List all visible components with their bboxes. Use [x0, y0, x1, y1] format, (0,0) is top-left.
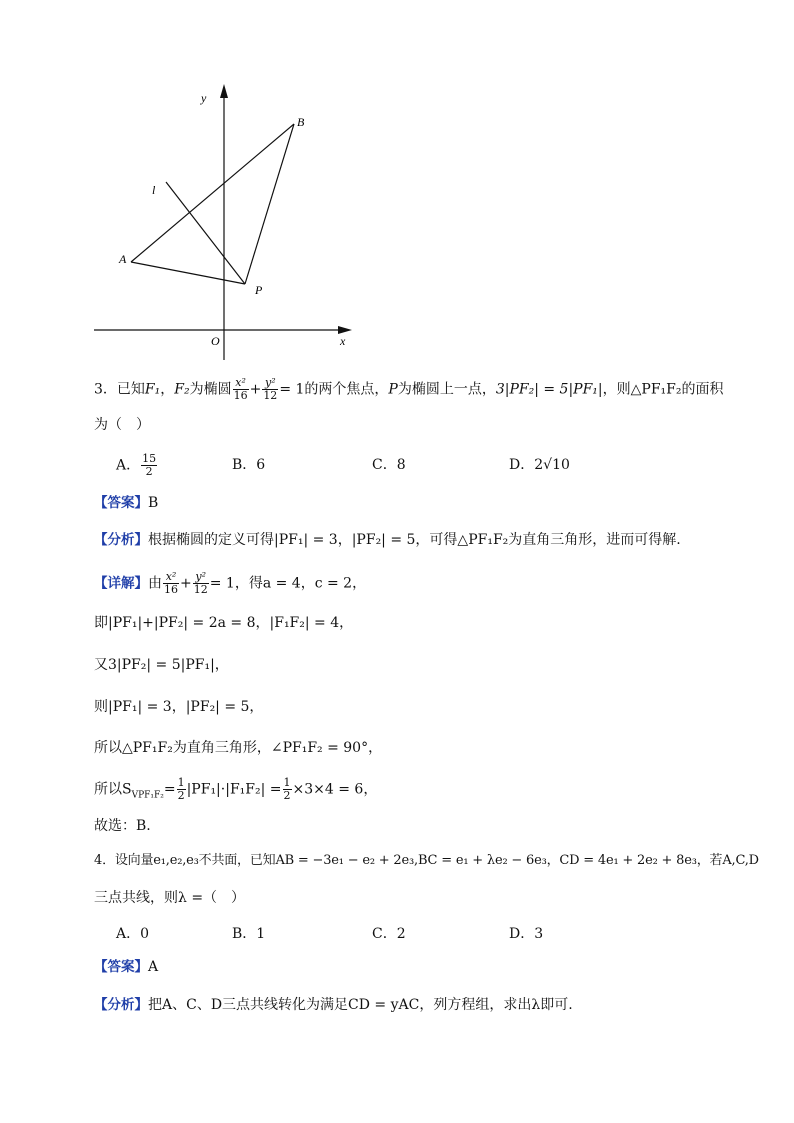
q3-stem-line1	[94, 377, 723, 402]
q3-option-a	[116, 453, 158, 478]
q3-detail-line4: 则|PF₁| = 3，|PF₂| = 5，	[94, 699, 264, 715]
q3-conclusion: 故选：B.	[94, 818, 151, 834]
q3-detail-line3: 又3|PF₂| = 5|PF₁|，	[94, 657, 229, 673]
answer-tag: 【答案】	[94, 495, 148, 511]
q4-option-a: A．0	[116, 926, 150, 942]
q3-answer	[94, 493, 158, 513]
answer-tag: 【答案】	[94, 959, 148, 975]
p-symbol: P	[388, 381, 398, 398]
frac-num: 1	[177, 776, 185, 789]
sep: ，	[160, 381, 175, 398]
detail-text: ×3×4 = 6，	[292, 781, 378, 798]
frac-num: y²	[262, 377, 278, 390]
label-a: A	[119, 252, 127, 266]
fraction-half	[283, 777, 292, 802]
q3-text: 3．已知	[94, 381, 145, 398]
line-l	[166, 182, 245, 284]
analysis-tag: 【分析】	[94, 532, 148, 548]
q4-option-c: C．2	[372, 926, 406, 942]
label-y: y	[201, 91, 207, 105]
fraction-half	[177, 777, 186, 802]
q4-analysis	[94, 995, 573, 1015]
detail-text: |PF₁|·|F₁F₂| =	[186, 781, 282, 798]
fraction-x2-16	[163, 571, 179, 596]
fraction-15-2	[141, 453, 157, 478]
coordinate-figure	[0, 0, 794, 370]
label-x: x	[340, 334, 346, 348]
q4-option-b: B．1	[232, 926, 266, 942]
frac-num: y²	[193, 571, 209, 584]
f1-symbol: F₁	[144, 381, 161, 398]
q3-detail-line6	[94, 777, 377, 805]
plus-sign: +	[180, 575, 192, 592]
detail-tag: 【详解】	[94, 575, 148, 592]
segment-ap	[131, 262, 245, 284]
frac-den: 12	[193, 583, 208, 596]
frac-num: x²	[233, 377, 249, 390]
frac-num: 15	[142, 452, 157, 465]
q3-analysis	[94, 530, 681, 550]
frac-den: 2	[177, 789, 185, 802]
frac-den: 16	[233, 389, 248, 402]
plus-sign: +	[249, 381, 262, 398]
detail-text: = 1，得a = 4，c = 2，	[209, 575, 367, 592]
q3-option-d	[509, 455, 570, 475]
label-o: O	[211, 334, 220, 348]
fraction-y2-12	[193, 571, 209, 596]
option-label: D．	[509, 457, 535, 473]
answer-value: B	[148, 495, 159, 511]
analysis-text: 根据椭圆的定义可得|PF₁| = 3，|PF₂| = 5，可得△PF₁F₂为直角三角形，进而可得解.	[148, 532, 681, 548]
label-b: B	[297, 115, 305, 129]
condition: 3|PF₂| = 5|PF₁|	[495, 381, 603, 398]
q3-option-b: B．6	[232, 457, 266, 473]
q3-option-c: C．8	[372, 457, 406, 473]
frac-den: 12	[263, 389, 278, 402]
q4-option-d: D．3	[509, 926, 544, 942]
frac-num: 1	[283, 776, 291, 789]
y-axis-arrow	[220, 84, 228, 98]
q3-detail-line1	[94, 571, 366, 596]
analysis-text: 把A、C、D三点共线转化为满足CD = yAC，列方程组，求出λ即可.	[148, 997, 573, 1013]
area-subscript: VPF₁F₂	[131, 790, 164, 801]
q3-text: 为椭圆上一点，	[397, 381, 496, 398]
frac-den: 2	[283, 789, 291, 802]
q4-stem-line1: 4．设向量e₁,e₂,e₃不共面，已知AB = −3e₁ − e₂ + 2e₃,BC = e₁ + λe₂ − 6e₃，CD = 4e₁ + 2e₂ + 8e₃，若A,C,D	[94, 853, 759, 868]
equals: =	[163, 781, 176, 798]
option-value: 2√10	[534, 457, 570, 473]
label-p: P	[255, 283, 263, 297]
q4-answer	[94, 957, 158, 977]
answer-value: A	[148, 959, 159, 975]
segment-bp	[245, 124, 294, 284]
q3-text: 的两个焦点，	[304, 381, 389, 398]
option-label: A．	[116, 457, 141, 474]
frac-den: 16	[164, 583, 178, 596]
frac-den: 2	[145, 465, 153, 478]
q3-text: 为椭圆	[189, 381, 232, 398]
detail-text: 所以S	[94, 781, 132, 798]
detail-text: 由	[148, 575, 162, 592]
equals-one: = 1	[279, 381, 305, 398]
x-axis-arrow	[338, 326, 352, 334]
fraction-x2-16	[233, 377, 249, 402]
fraction-y2-12	[262, 377, 278, 402]
q3-detail-line5: 所以△PF₁F₂为直角三角形，∠PF₁F₂ = 90°，	[94, 740, 383, 756]
label-l: l	[152, 183, 156, 197]
q4-stem-line2: 三点共线，则λ =（ ）	[94, 890, 246, 906]
analysis-tag: 【分析】	[94, 997, 148, 1013]
q3-text: ，则△PF₁F₂的面积	[602, 381, 724, 398]
q3-stem-line2: 为（ ）	[94, 417, 150, 433]
f2-symbol: F₂	[174, 381, 190, 398]
q3-detail-line2: 即|PF₁|+|PF₂| = 2a = 8，|F₁F₂| = 4，	[94, 615, 354, 631]
frac-num: x²	[163, 571, 179, 584]
